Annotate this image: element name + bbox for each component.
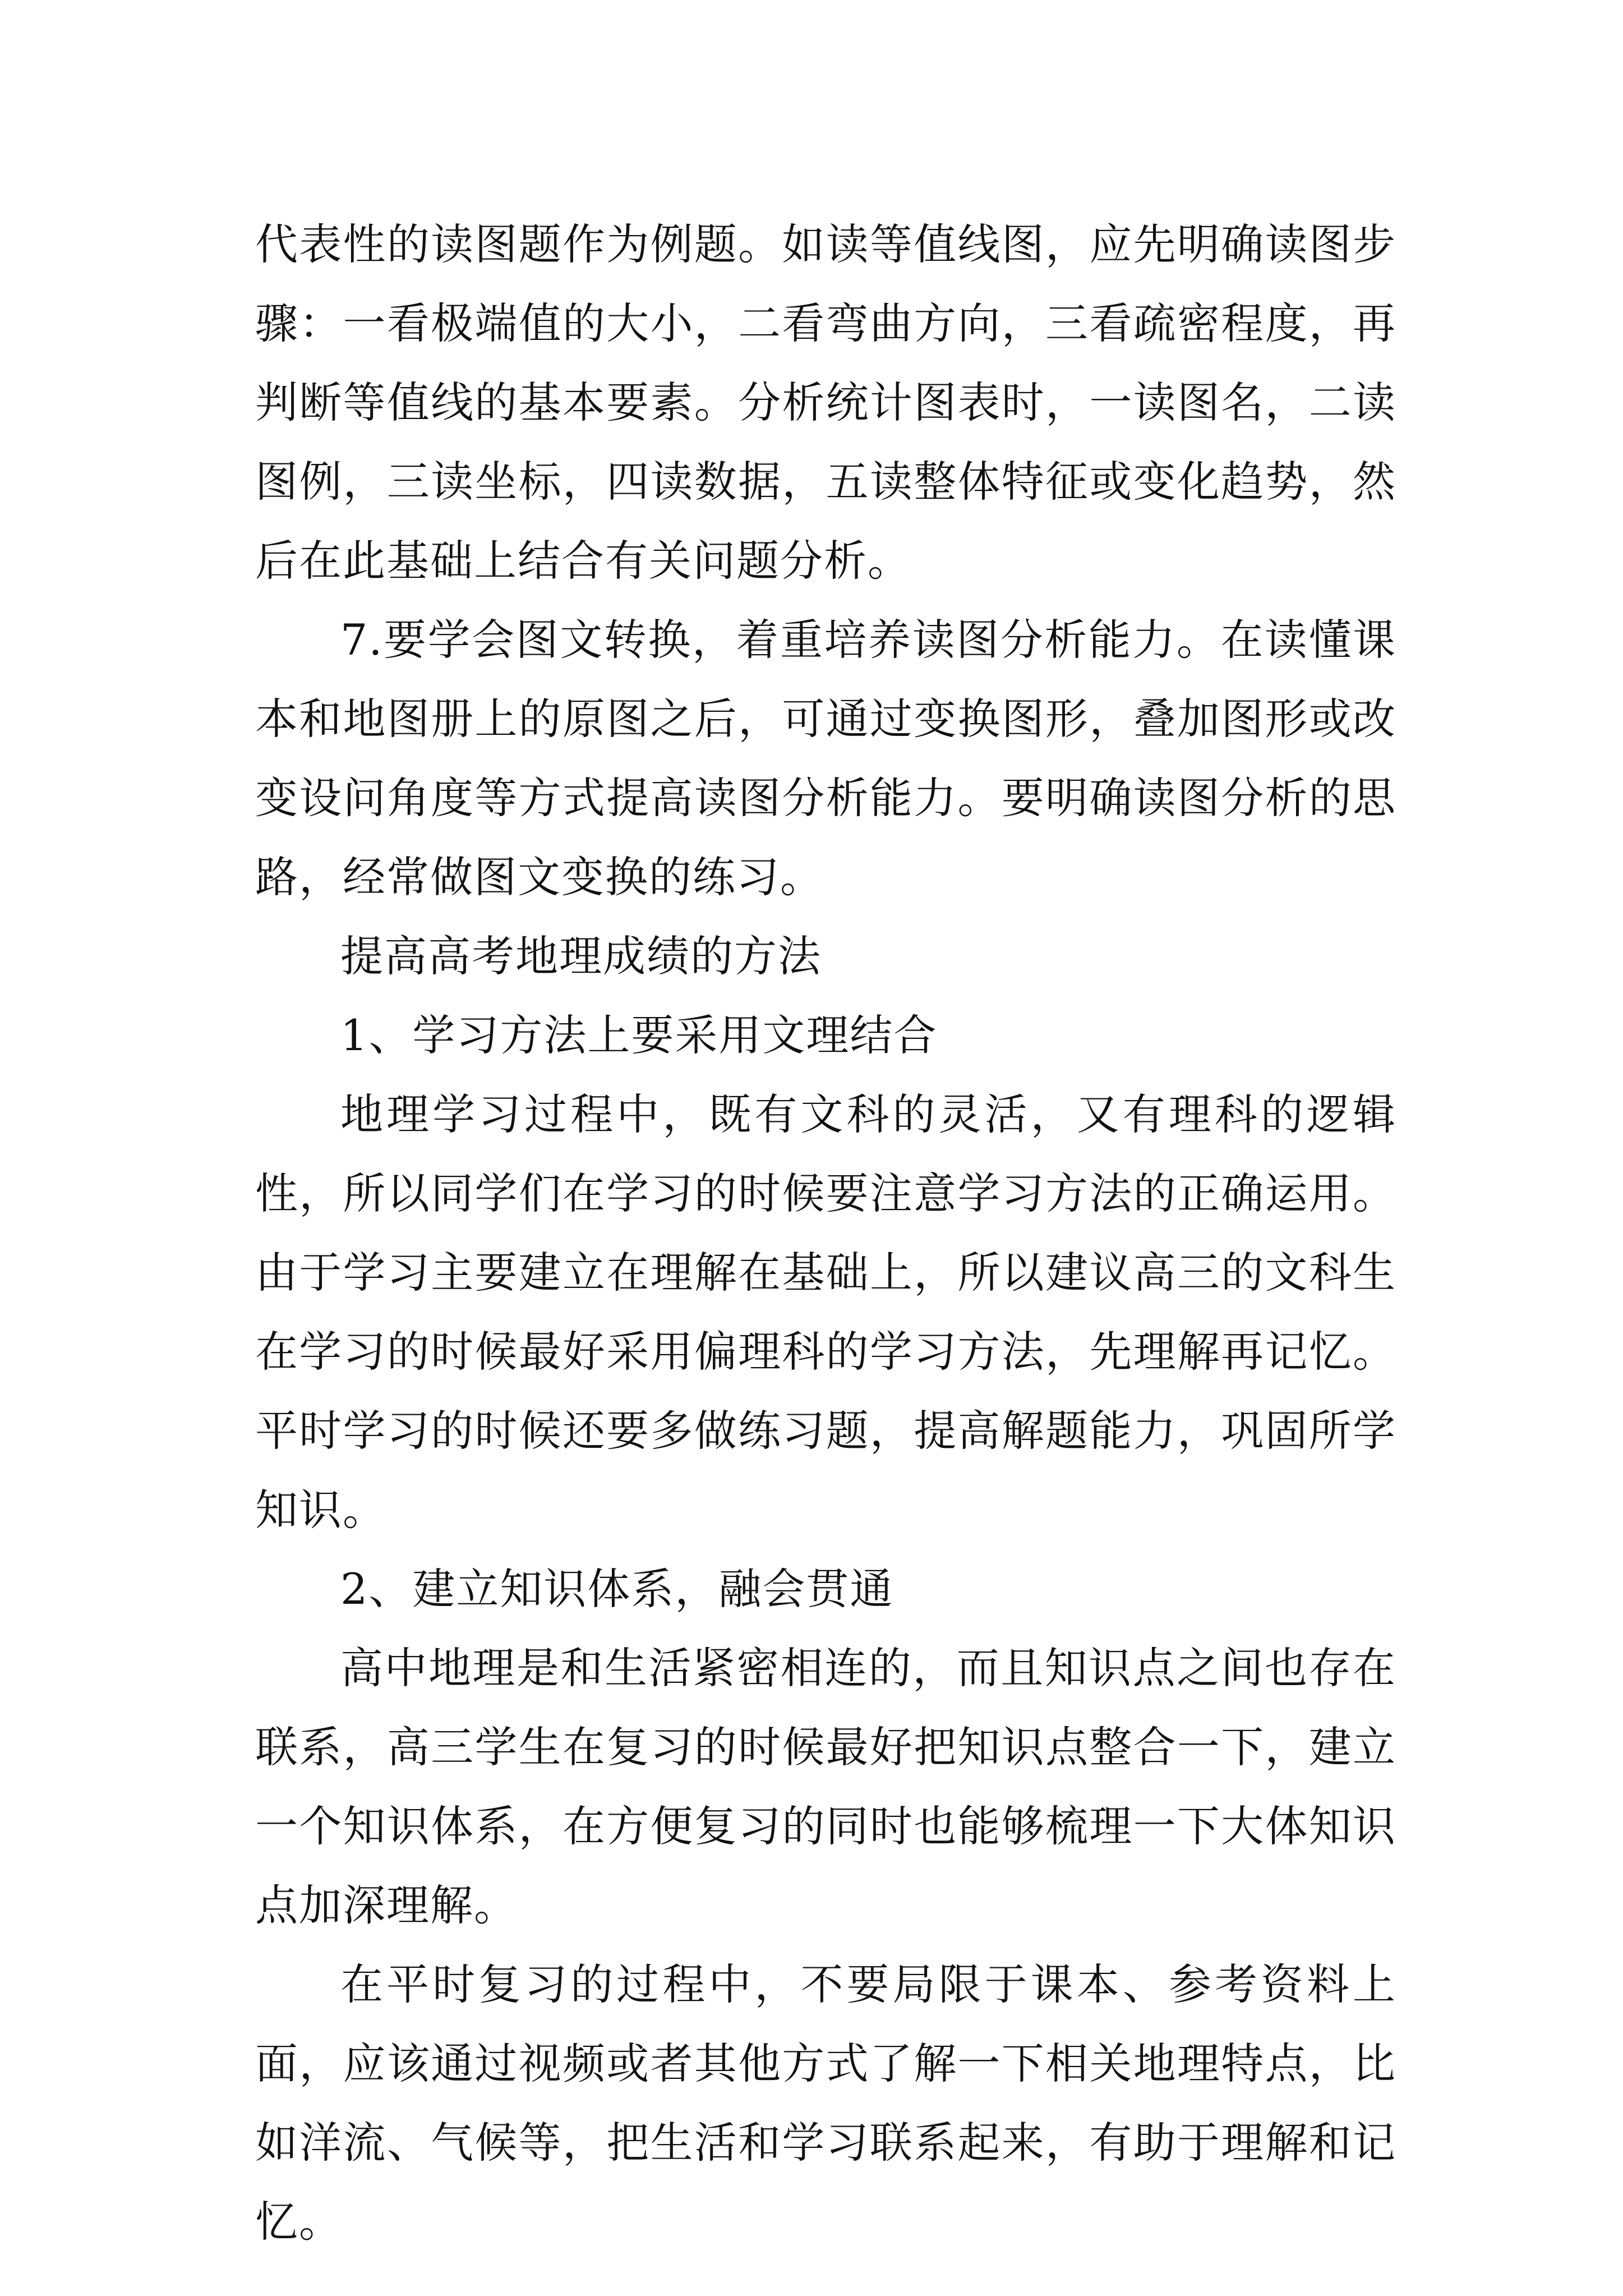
body-text	[255, 205, 1396, 2261]
paragraph-point-7: 7.要学会图文转换，着重培养读图分析能力。在读懂课本和地图册上的原图之后，可通过变换图形，叠加图形或改变设问角度等方式提高读图分析能力。要明确读图分析的思路，经常做图文变换的练习。	[255, 615, 1396, 902]
paragraph-map-reading-example: 代表性的读图题作为例题。如读等值线图，应先明确读图步骤：一看极端值的大小，二看弯曲方向，三看疏密程度，再判断等值线的基本要素。分析统计图表时，一读图名，二读图例，三读坐标，四读数据，五读整体特征或变化趋势，然后在此基础上结合有关问题分析。	[255, 219, 1396, 586]
paragraph-method-2-cont: 在平时复习的过程中，不要局限于课本、参考资料上面，应该通过视频或者其他方式了解一下相关地理特点，比如洋流、气候等，把生活和学习联系起来，有助于理解和记忆。	[255, 1959, 1396, 2247]
subheading-1: 1、学习方法上要采用文理结合	[340, 1010, 938, 1060]
section-heading: 提高高考地理成绩的方法	[340, 931, 822, 981]
subheading-2: 2、建立知识体系，融会贯通	[340, 1564, 894, 1614]
paragraph-method-1: 地理学习过程中，既有文科的灵活，又有理科的逻辑性，所以同学们在学习的时候要注意学习方法的正确运用。由于学习主要建立在理解在基础上，所以建议高三的文科生在学习的时候最好采用偏理科的学习方法，先理解再记忆。平时学习的时候还要多做练习题，提高解题能力，巩固所学知识。	[255, 1089, 1396, 1535]
paragraph-method-2: 高中地理是和生活紧密相连的，而且知识点之间也存在联系，高三学生在复习的时候最好把知识点整合一下，建立一个知识体系，在方便复习的同时也能够梳理一下大体知识点加深理解。	[255, 1643, 1396, 1930]
